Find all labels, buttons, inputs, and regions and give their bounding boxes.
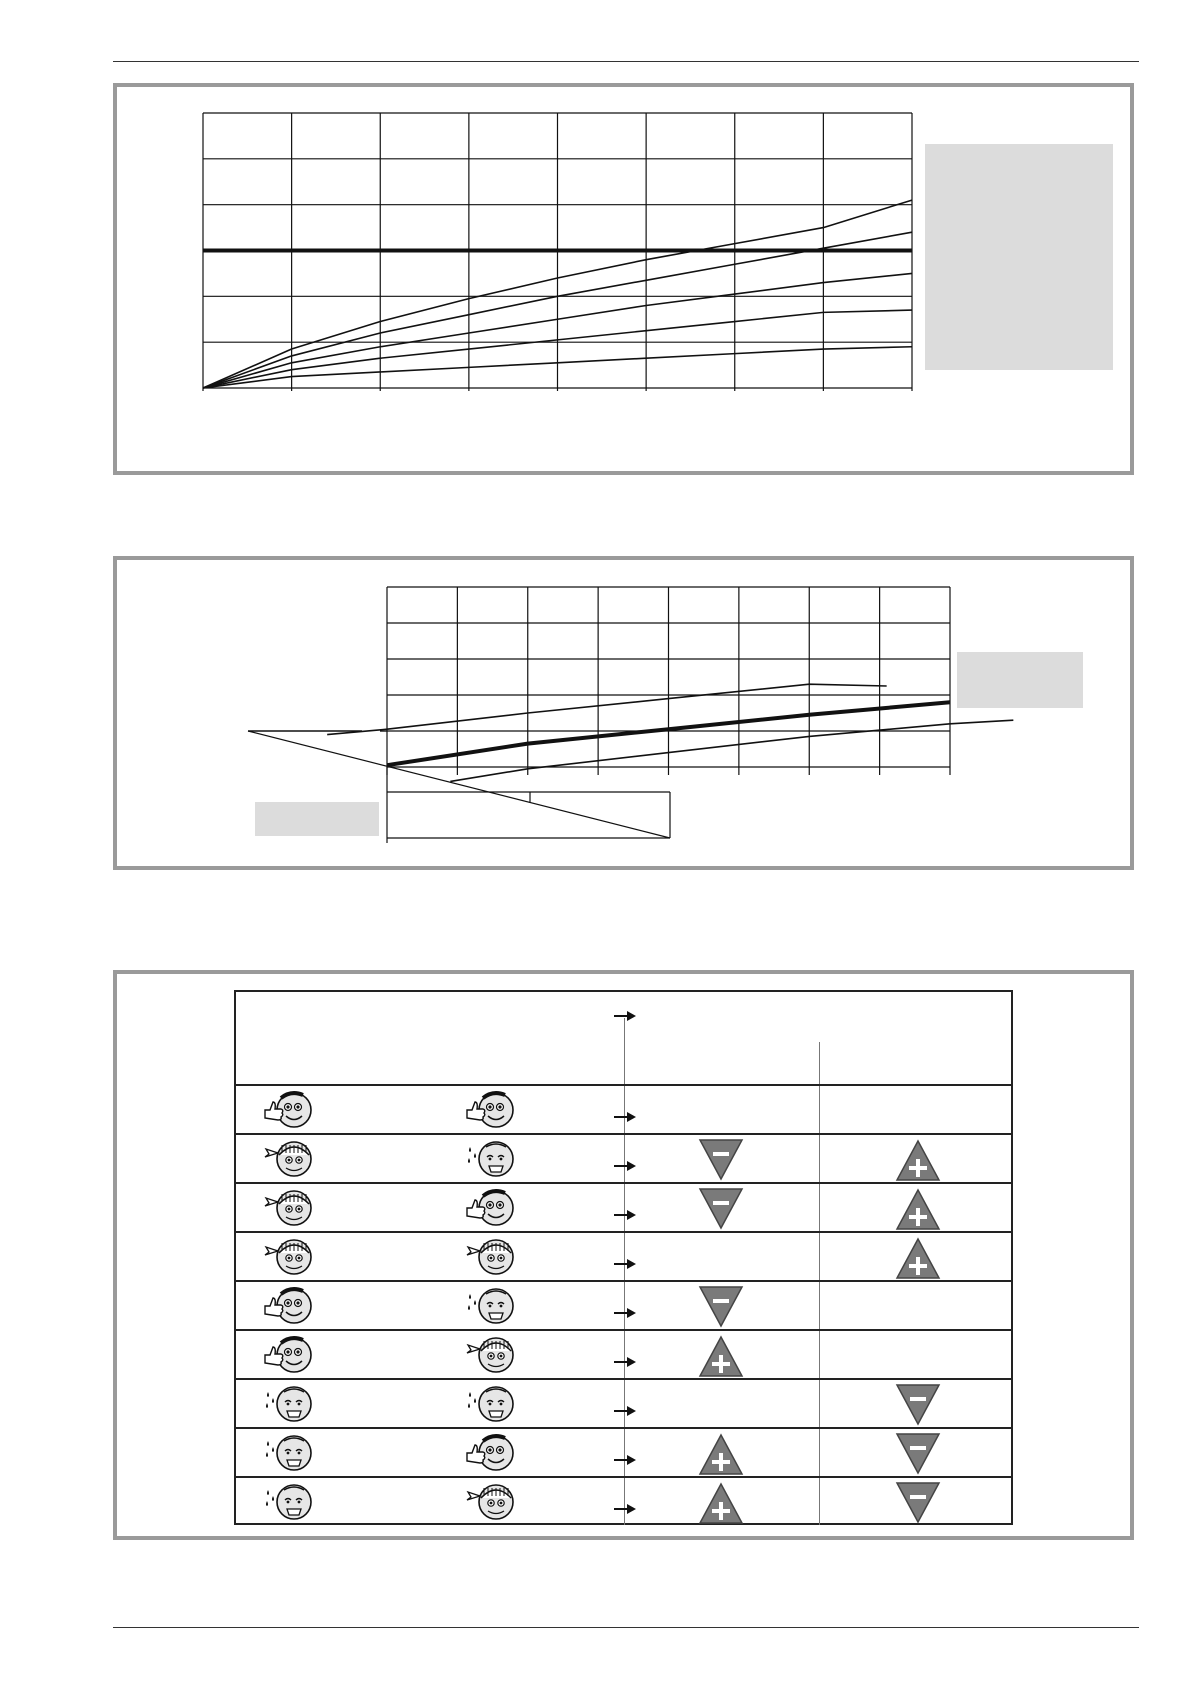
- header-arrow-icon: [614, 1010, 636, 1022]
- construction-diagonal: [248, 731, 670, 838]
- thumbs-face-icon: [262, 1335, 316, 1375]
- table-row: [236, 1182, 1011, 1229]
- minus-triangle-icon: [698, 1284, 744, 1328]
- table-row: [236, 1133, 1011, 1180]
- table-row: [236, 1476, 1011, 1523]
- effect-table: [234, 990, 1013, 1525]
- arrow-right-icon: [614, 1405, 636, 1417]
- thumbs-face-icon: [464, 1188, 518, 1228]
- sweaty-face-icon: [464, 1384, 518, 1424]
- arrow-right-icon: [614, 1160, 636, 1172]
- arrow-right-icon: [614, 1111, 636, 1123]
- arrow-right-icon: [614, 1209, 636, 1221]
- plus-triangle-icon: [895, 1188, 941, 1232]
- series-line-1: [327, 684, 886, 734]
- thumbs-face-icon: [464, 1433, 518, 1473]
- table-row: [236, 1329, 1011, 1376]
- plus-triangle-icon: [698, 1335, 744, 1379]
- sleepy-face-icon: [464, 1482, 518, 1522]
- minus-triangle-icon: [698, 1137, 744, 1181]
- thumbs-face-icon: [464, 1090, 518, 1130]
- series-line-3: [450, 720, 1013, 781]
- table-row: [236, 1427, 1011, 1474]
- sweaty-face-icon: [464, 1139, 518, 1179]
- minus-triangle-icon: [895, 1431, 941, 1475]
- arrow-right-icon: [614, 1258, 636, 1270]
- minus-triangle-icon: [698, 1186, 744, 1230]
- table-row: [236, 1280, 1011, 1327]
- sweaty-face-icon: [262, 1384, 316, 1424]
- plus-triangle-icon: [895, 1237, 941, 1281]
- arrow-right-icon: [614, 1454, 636, 1466]
- minus-triangle-icon: [895, 1480, 941, 1524]
- sleepy-face-icon: [262, 1188, 316, 1228]
- table-row: [236, 1378, 1011, 1425]
- table-row: [236, 1231, 1011, 1278]
- thumbs-face-icon: [262, 1286, 316, 1326]
- table-row: [236, 1084, 1011, 1131]
- minus-triangle-icon: [895, 1382, 941, 1426]
- sleepy-face-icon: [262, 1237, 316, 1277]
- sleepy-face-icon: [464, 1237, 518, 1277]
- sweaty-face-icon: [262, 1482, 316, 1522]
- plus-triangle-icon: [698, 1482, 744, 1526]
- thumbs-face-icon: [262, 1090, 316, 1130]
- arrow-right-icon: [614, 1356, 636, 1368]
- plus-triangle-icon: [895, 1139, 941, 1183]
- plus-triangle-icon: [698, 1433, 744, 1477]
- sweaty-face-icon: [464, 1286, 518, 1326]
- arrow-right-icon: [614, 1503, 636, 1515]
- sleepy-face-icon: [464, 1335, 518, 1375]
- sleepy-face-icon: [262, 1139, 316, 1179]
- sweaty-face-icon: [262, 1433, 316, 1473]
- arrow-right-icon: [614, 1307, 636, 1319]
